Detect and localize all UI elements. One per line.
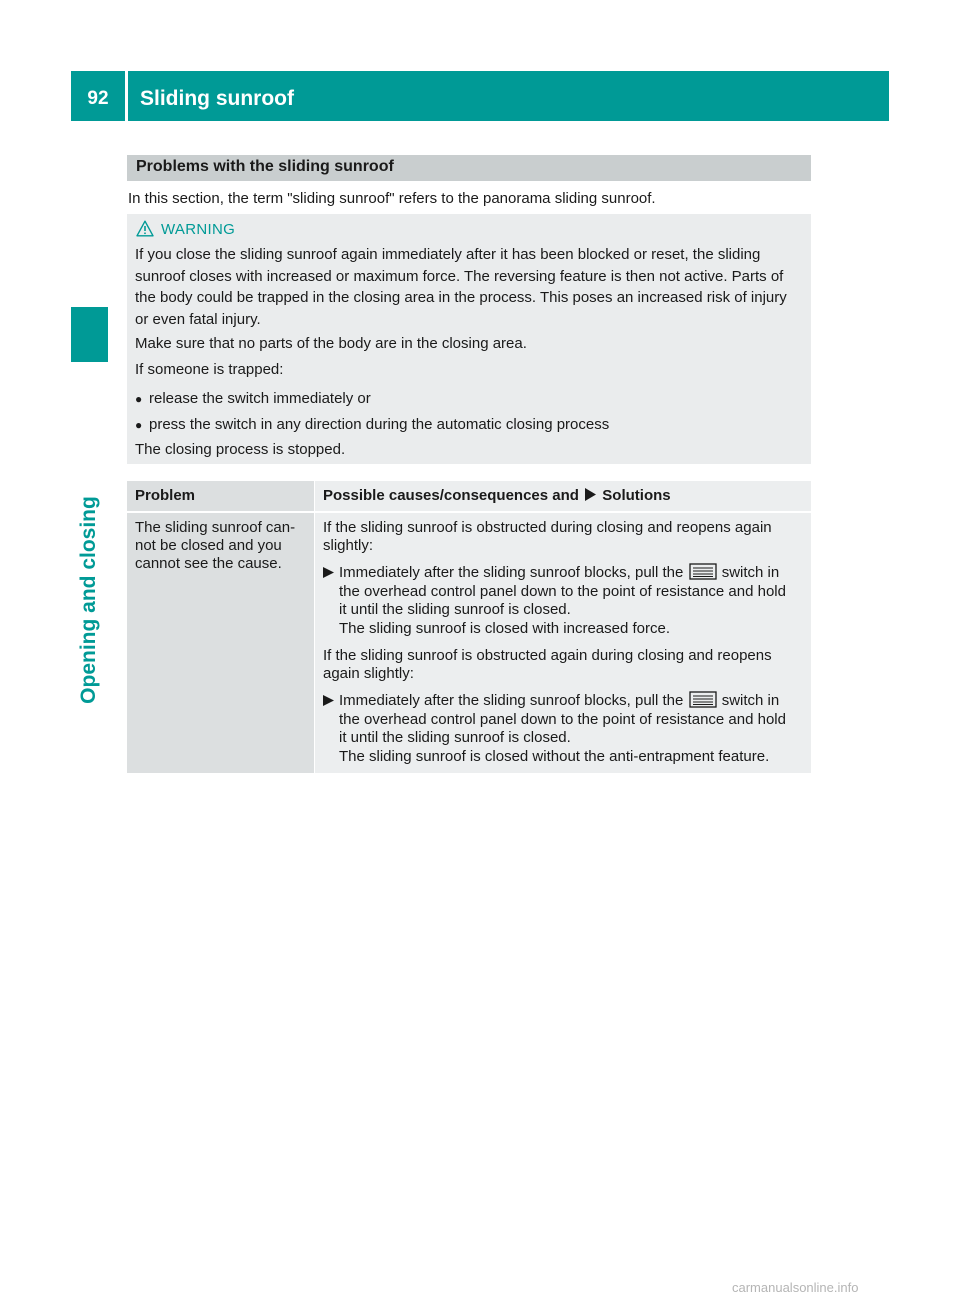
step-arrow-icon (323, 695, 334, 706)
instruction-step: Immediately after the sliding sunroof blocks, pull the switch in the overhead control panel down to the point of resistance and hold it until the sliding sunroof is closed. The sliding sunroof is closed without the anti-entrapment feature. (323, 691, 807, 766)
problem-table (127, 481, 811, 773)
bullet-icon: ● (135, 392, 143, 406)
bullet-icon: ● (135, 418, 143, 432)
warning-triangle-icon (136, 220, 154, 237)
case-text: slightly: (323, 537, 374, 554)
intro-text: In this section, the term "sliding sunroof" refers to the panorama sliding sunroof. (128, 190, 656, 207)
case-text: If the sliding sunroof is obstructed during closing and reopens again (323, 519, 772, 536)
header-divider (125, 71, 128, 121)
page-number: 92 (87, 88, 109, 109)
warning-paragraph: If you close the sliding sunroof again immediately after it has been blocked or reset, the sliding sunroof closes with increased or maximum force. The reversing feature is then not active. Parts of the body could be trapped in the closing area in the process. This poses an increased risk of injury or even fatal injury. (135, 246, 787, 328)
side-tab-marker (71, 307, 108, 362)
warning-bullet: ● press the switch in any direction during the automatic closing process (135, 414, 609, 436)
warning-label: WARNING (161, 221, 236, 238)
warning-box (127, 214, 811, 464)
instruction-step: Immediately after the sliding sunroof blocks, pull the switch in the overhead control panel down to the point of resistance and hold it until the sliding sunroof is closed. The sliding sunroof is closed with increased force. (323, 563, 807, 638)
table-header-row (127, 481, 811, 511)
header-cell-solutions: Possible causes/consequences and Solutions (315, 481, 811, 511)
case-text: again slightly: (323, 665, 414, 682)
side-tab-label: Opening and closing (77, 496, 100, 704)
overhead-switch-icon (688, 691, 718, 708)
page-header (71, 71, 889, 121)
case-text: If the sliding sunroof is obstructed again during closing and reopens (323, 647, 772, 664)
step-arrow-icon (323, 567, 334, 578)
table-cell-problem: The sliding sunroof can- not be closed and you cannot see the cause. (127, 513, 314, 773)
section-heading (127, 155, 811, 181)
table-cell-solutions (315, 513, 811, 773)
overhead-switch-icon (688, 563, 718, 580)
warning-closing: The closing process is stopped. (135, 441, 346, 458)
warning-paragraph: Make sure that no parts of the body are in the closing area. (135, 335, 527, 352)
warning-paragraph: If someone is trapped: (135, 361, 284, 378)
chapter-title: Sliding sunroof (140, 87, 294, 110)
section-heading-text: Problems with the sliding sunroof (136, 158, 394, 175)
watermark: carmanualsonline.info (732, 1280, 859, 1295)
play-arrow-icon (585, 488, 596, 501)
warning-bullet: ● release the switch immediately or (135, 388, 371, 410)
header-cell-problem: Problem (127, 481, 314, 511)
